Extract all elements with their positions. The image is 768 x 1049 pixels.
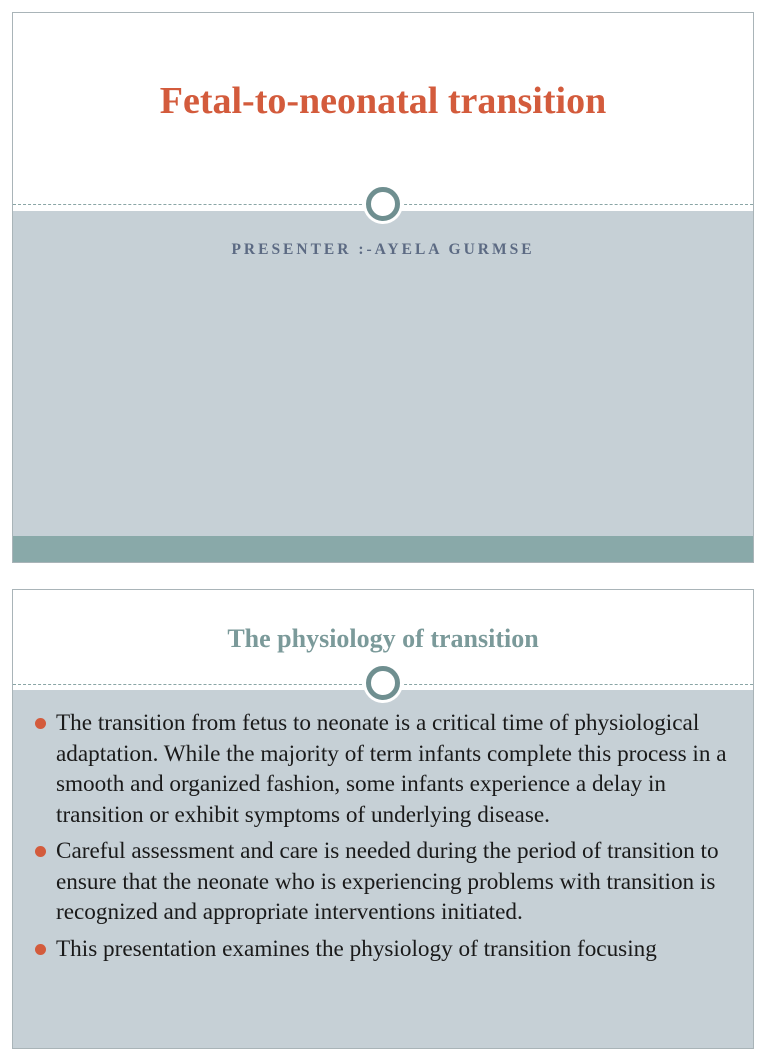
list-item <box>13 836 733 928</box>
slide-title: Fetal-to-neonatal transition <box>159 80 607 122</box>
bullet-dot-icon <box>35 944 46 955</box>
bullet-list <box>13 708 733 970</box>
presenter-subtitle: PRESENTER :-AYELA GURMSE <box>231 241 535 258</box>
slide-body-area <box>13 211 753 536</box>
list-item <box>13 934 733 965</box>
title-slide <box>12 12 754 563</box>
list-item <box>13 708 733 830</box>
bullet-dot-icon <box>35 846 46 857</box>
bullet-text: This presentation examines the physiology of transition focusing <box>56 935 657 962</box>
circle-ornament-icon <box>366 187 400 221</box>
bullet-dot-icon <box>35 718 46 729</box>
slide-heading: The physiology of transition <box>227 624 539 653</box>
circle-ornament-icon <box>366 666 400 700</box>
bullet-text: The transition from fetus to neonate is a critical time of physiological adaptation. While the majority of term infants complete this process in a smooth and organized fashion, some infants experience a delay in transition or exhibit symptoms of underlying disease. <box>56 710 727 828</box>
bullet-text: Careful assessment and care is needed during the period of transition to ensure that the neonate who is experiencing problems with transition is recognized and appropriate interventions initiated. <box>56 838 719 925</box>
bottom-accent-band <box>13 536 753 563</box>
content-slide <box>12 589 754 1049</box>
